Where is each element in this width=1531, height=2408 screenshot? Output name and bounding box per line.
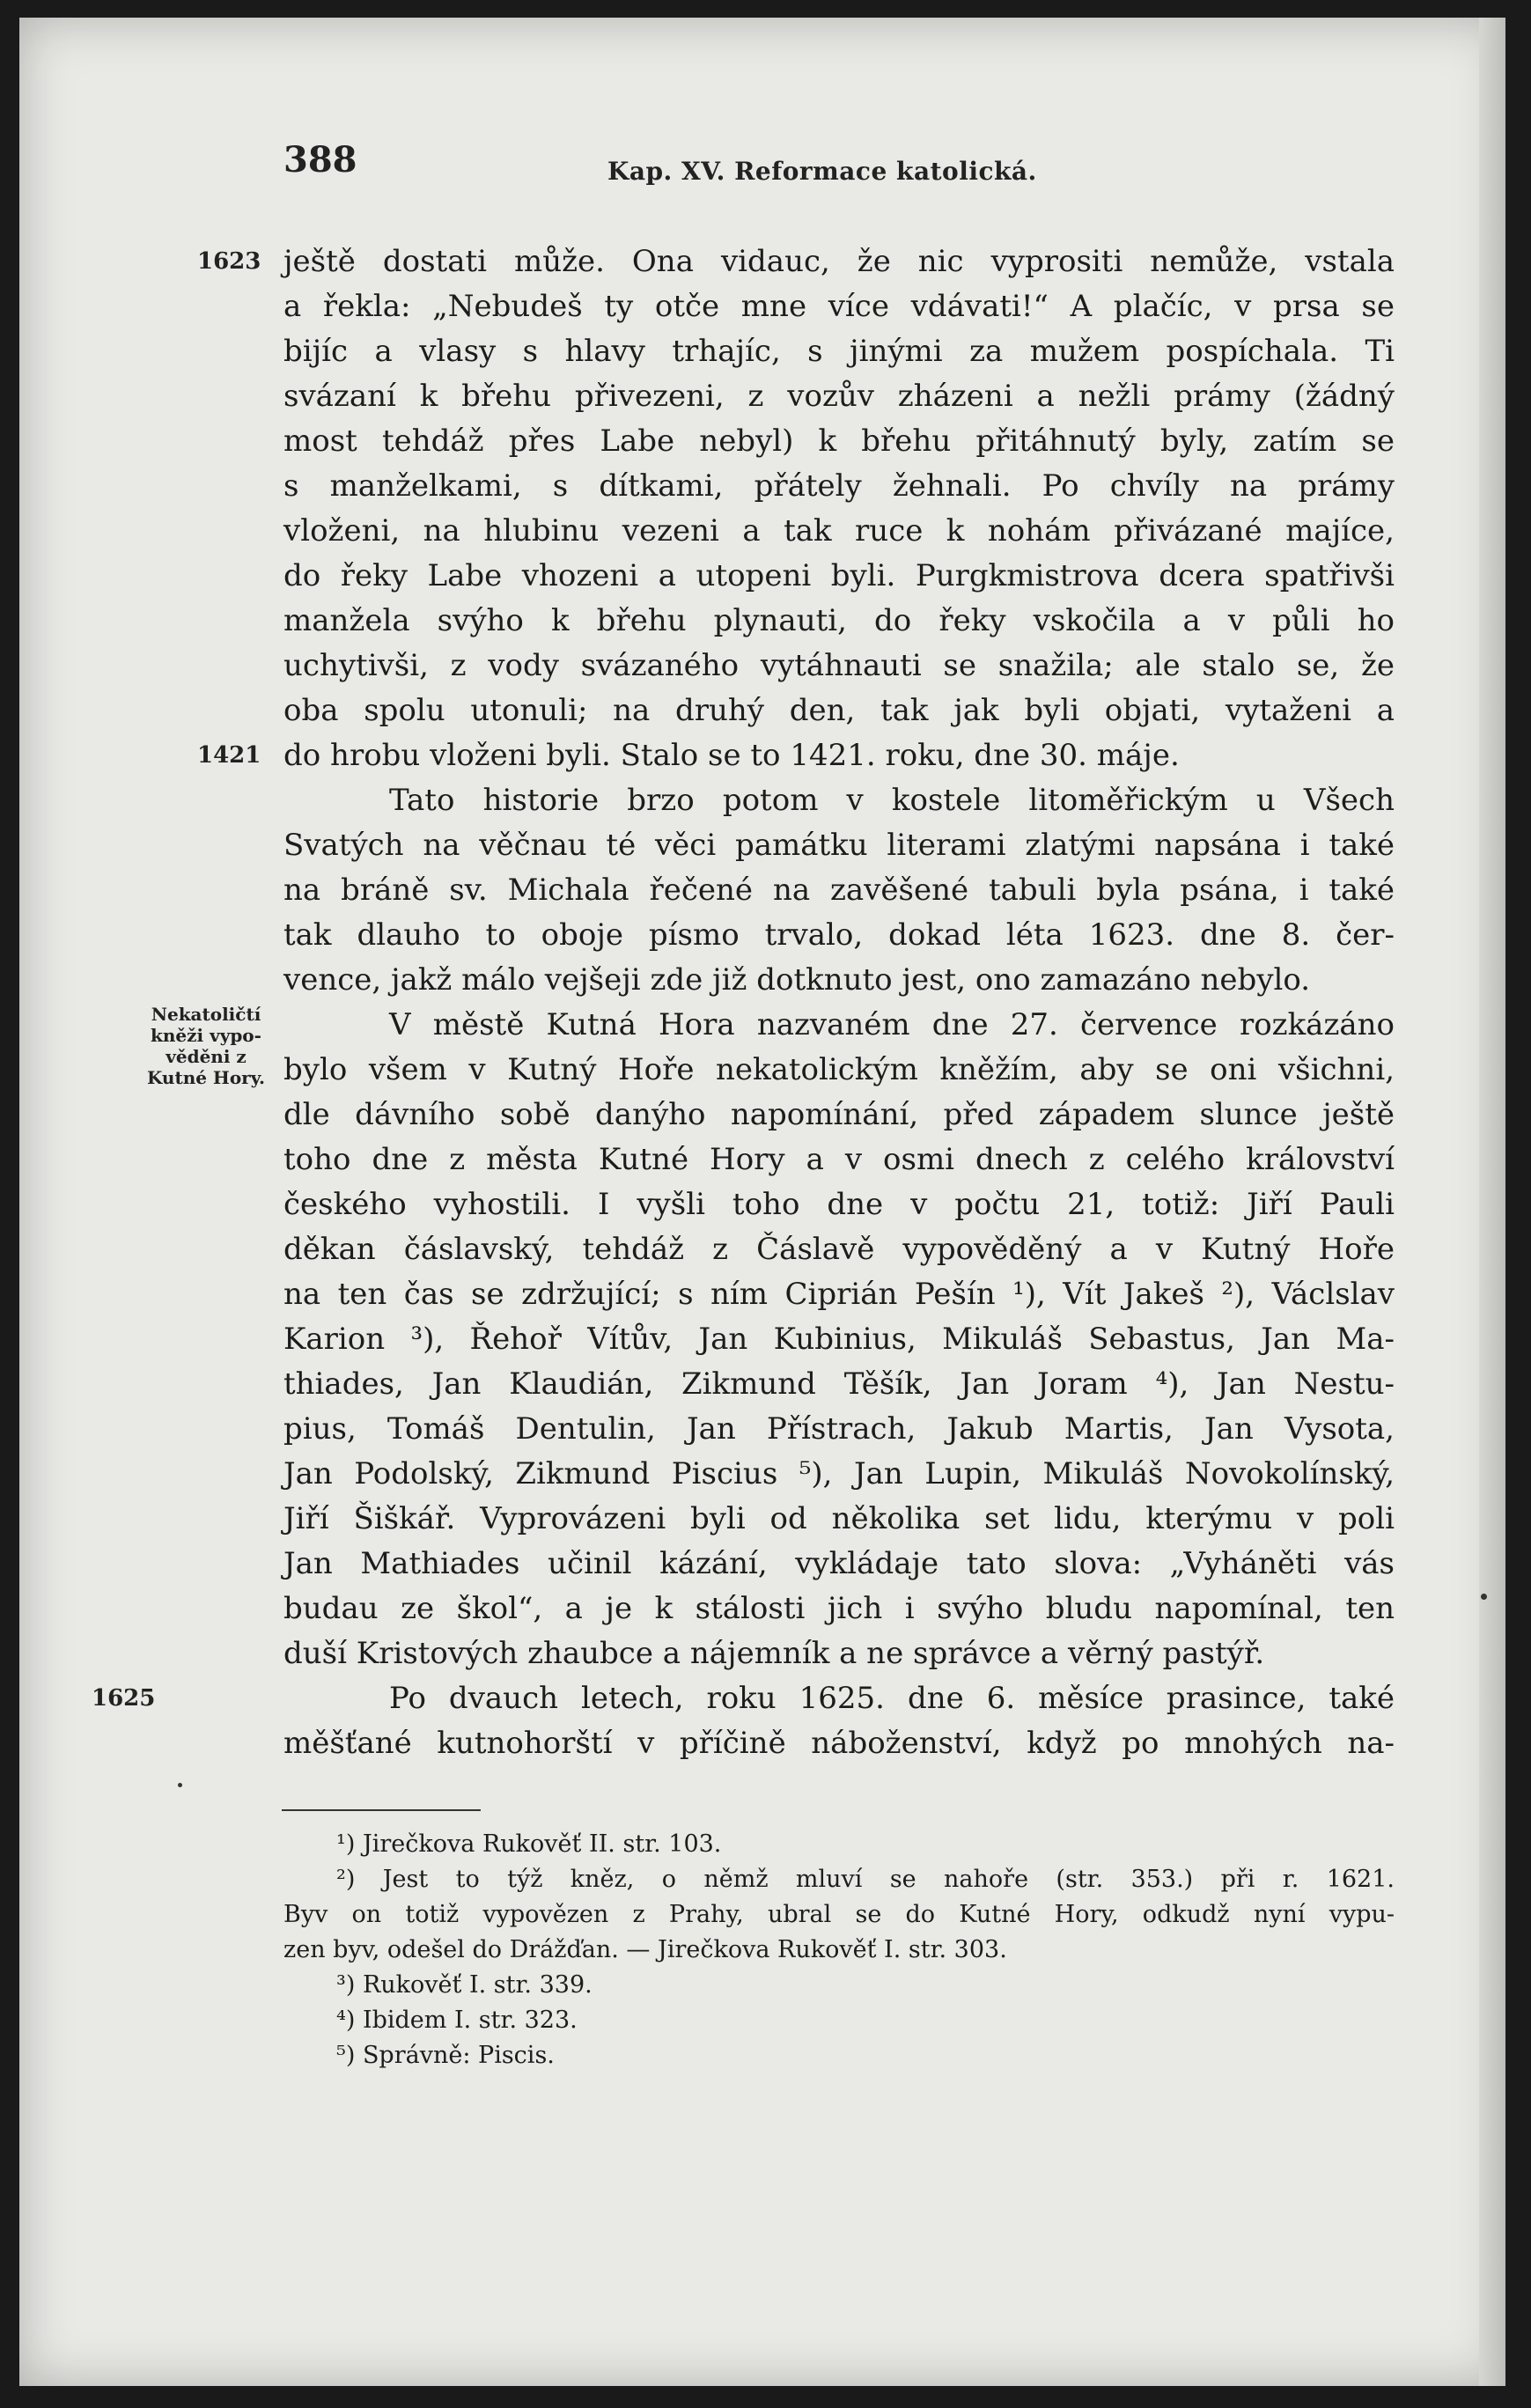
- body-line-text: ještě dostati může. Ona vidauc, že nic vyprositi nemůže, vstala: [283, 244, 1395, 279]
- margin-note-kutna-hora: [132, 1004, 280, 1088]
- footnote-line: Byv on totiž vypovězen z Prahy, ubral se do Kutné Hory, odkudž nyní vypu-: [283, 1901, 1395, 1928]
- footnote-line: ³) Rukověť I. str. 339.: [336, 1971, 593, 1999]
- body-line: českého vyhostili. I vyšli toho dne v počtu 21, totiž: Jiří Pauli: [283, 1187, 1395, 1222]
- ink-speck: [178, 1783, 182, 1787]
- body-line: měšťané kutnohorští v příčině náboženství, když po mnohých na-: [283, 1726, 1395, 1761]
- body-line: duší Kristových zhaubce a nájemník a ne správce a věrný pastýř.: [283, 1636, 1265, 1671]
- page-header: [19, 139, 1505, 192]
- body-line: bijíc a vlasy s hlavy trhajíc, s jinými za mužem pospíchala. Ti: [283, 334, 1395, 369]
- body-line: Jiří Šiškář. Vyprovázeni byli od několika set lidu, kterýmu v poli: [283, 1501, 1395, 1536]
- body-line: a řekla: „Nebudeš ty otče mne více vdávati!“ A plačíc, v prsa se: [283, 289, 1395, 324]
- body-line: budau ze škol“, a je k stálosti jich i svýho bludu napomínal, ten: [283, 1591, 1395, 1626]
- body-line: tak dlauho to oboje písmo trvalo, dokad léta 1623. dne 8. čer-: [283, 917, 1395, 953]
- footnote-line: ⁴) Ibidem I. str. 323.: [336, 2007, 578, 2034]
- body-line: bylo všem v Kutný Hoře nekatolickým kněžím, aby se oni všichni,: [283, 1052, 1395, 1087]
- body-line: uchytivši, z vody svázaného vytáhnauti se snažila; ale stalo se, že: [283, 648, 1395, 683]
- body-line-text: Po dvauch letech, roku 1625. dne 6. měsíce prasince, také: [389, 1681, 1395, 1716]
- margin-note-line: kněži vypo-: [151, 1025, 261, 1046]
- body-line: thiades, Jan Klaudián, Zikmund Těšík, Jan Joram ⁴), Jan Nestu-: [283, 1366, 1395, 1402]
- body-line-text: do hrobu vloženi byli. Stalo se to 1421. roku, dne 30. máje.: [283, 738, 1180, 773]
- page-number: 388: [283, 139, 357, 180]
- body-line: do řeky Labe vhozeni a utopeni byli. Purgkmistrova dcera spatřivši: [283, 558, 1395, 593]
- body-line: most tehdáž přes Labe nebyl) k břehu přitáhnutý byly, zatím se: [283, 423, 1395, 459]
- body-line: s manželkami, s dítkami, přátely žehnali. Po chvíly na prámy: [283, 468, 1395, 504]
- body-line: Svatých na věčnau té věci památku literami zlatými napsána i také: [283, 828, 1395, 863]
- footnote-rule: [282, 1809, 481, 1811]
- footnote-line: ¹) Jirečkova Rukověť II. str. 103.: [336, 1830, 722, 1858]
- ink-speck: [1481, 1594, 1487, 1600]
- body-line: vloženi, na hlubinu vezeni a tak ruce k nohám přivázané majíce,: [283, 513, 1395, 549]
- footnote-line: zen byv, odešel do Drážďan. — Jirečkova Rukověť I. str. 303.: [283, 1936, 1007, 1963]
- footnote-line: ⁵) Správně: Piscis.: [336, 2042, 555, 2069]
- book-page: [19, 18, 1505, 2386]
- body-line: toho dne z města Kutné Hory a v osmi dnech z celého království: [283, 1142, 1395, 1177]
- body-line: na bráně sv. Michala řečené na zavěšené tabuli byla psána, i také: [283, 873, 1395, 908]
- body-line: dle dávního sobě danýho napomínání, před západem slunce ještě: [283, 1097, 1395, 1132]
- margin-note-line: věděni z: [166, 1046, 247, 1067]
- footnote-line: ²) Jest to týž kněz, o němž mluví se nahoře (str. 353.) při r. 1621.: [336, 1866, 1395, 1893]
- body-line: Karion ³), Řehoř Vítův, Jan Kubinius, Mikuláš Sebastus, Jan Ma-: [283, 1322, 1395, 1357]
- margin-year-1625: 1625: [92, 1685, 156, 1712]
- margin-note-line: Kutné Hory.: [146, 1067, 265, 1088]
- body-line: Tato historie brzo potom v kostele litoměřickým u Všech: [389, 783, 1395, 818]
- body-line: vence, jakž málo vejšeji zde již dotknuto jest, ono zamazáno nebylo.: [283, 962, 1311, 998]
- body-line: [92, 1676, 1395, 1721]
- margin-year-1421: 1421: [197, 742, 261, 769]
- body-line: Jan Mathiades učinil kázání, vykládaje tato slova: „Vyháněti vás: [283, 1546, 1395, 1581]
- body-line: pius, Tomáš Dentulin, Jan Přístrach, Jakub Martis, Jan Vysota,: [283, 1411, 1395, 1447]
- margin-year-1623: 1623: [197, 248, 261, 275]
- margin-note-line: Nekatoličtí: [151, 1004, 261, 1025]
- body-line: na ten čas se zdržující; s ním Ciprián Pešín ¹), Vít Jakeš ²), Václslav: [283, 1277, 1395, 1312]
- running-title: Kap. XV. Reformace katolická.: [607, 157, 1037, 186]
- body-line: oba spolu utonuli; na druhý den, tak jak byli objati, vytaženi a: [283, 693, 1395, 728]
- body-line: [197, 239, 1395, 284]
- footnotes: [283, 1827, 1395, 2073]
- body-line: děkan čáslavský, tehdáž z Čáslavě vypověděný a v Kutný Hoře: [283, 1232, 1395, 1267]
- body-line: manžela svýho k břehu plynauti, do řeky vskočila a v půli ho: [283, 603, 1395, 638]
- body-line: V městě Kutná Hora nazvaném dne 27. července rozkázáno: [389, 1007, 1395, 1042]
- body-line: svázaní k břehu přivezeni, z vozův zházeni a nežli prámy (žádný: [283, 379, 1395, 414]
- page-edge-shadow: [1479, 18, 1505, 2386]
- body-line: Jan Podolský, Zikmund Piscius ⁵), Jan Lupin, Mikuláš Novokolínský,: [283, 1456, 1395, 1491]
- body-line: [197, 733, 1395, 778]
